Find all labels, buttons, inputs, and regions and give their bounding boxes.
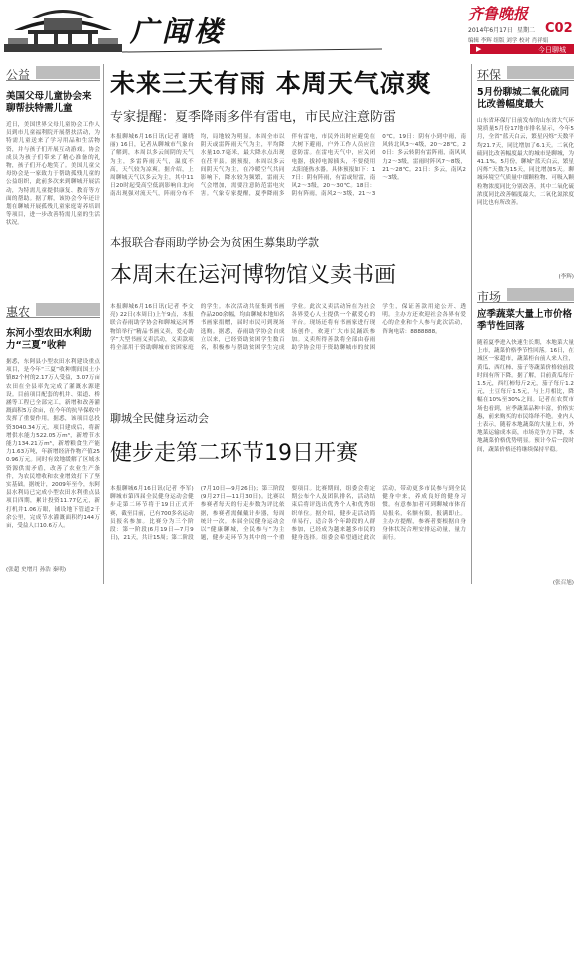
section-gray-bar [507, 288, 574, 301]
left-section-1 [6, 66, 100, 312]
header-underline [122, 48, 382, 54]
section-label-agri: 惠农 [6, 305, 31, 319]
section-gray-bar [36, 66, 100, 79]
article-weather-subhead: 专家提醒：夏季降雨多伴有雷电，市民应注意防雷 [110, 110, 397, 125]
section-gray-bar [36, 303, 100, 316]
left-headline-1: 美国父母儿童协会来聊帮扶特需儿童 [6, 91, 92, 114]
page-header [0, 0, 580, 56]
edition-label: 今日聊城 [538, 46, 566, 54]
right-body-2: 随着夏季进入快速生长期，本地菜大量上市，蔬菜价格季节性回落。16日，在城区一家超市，蔬菜柜台前人来人往，黄瓜、西红柿、茄子等蔬菜价格较前段时间有所下降。据了解，目前黄瓜每斤1.5元，西红柿每斤2元，茄子每斤1.2元，土豆每斤1.5元，与上月相比，降幅在10%至30%之间。记者在农贸市场也看到，应季蔬菜品种丰富，价格实惠，前来购买的市民络绎不绝。业内人士表示，随着本地蔬菜的大量上市，外地菜运输成本高，市场竞争力下降，本地蔬菜价格优势明显。预计今后一段时间，蔬菜价格还将继续保持平稳。 [477, 340, 574, 453]
left-body-1: 近日，美国世界父母儿童协会工作人员到市儿童福利院开展帮扶活动，为特需儿童送来了学习用品和生活物资，并与孩子们开展互动游戏。协会成员为孩子们带来了精心准备的礼物，孩子们开心地笑了。美国儿童父母协会是一家致力于帮助孤残儿童的公益组织，此前多次来到聊城开展活动，为特需儿童提供康复、教育等方面的帮助。据了解，该协会今年还计划在聊城开展孤残儿童家庭寄养培训等项目，进一步改善特需儿童的生活状况。 [6, 122, 100, 227]
article-charity-kicker: 本报联合春雨助学协会为贫困生募集助学款 [110, 236, 319, 249]
article-fitness-headline: 健步走第二环节19日开赛 [110, 441, 358, 466]
section-label-public-welfare: 公益 [6, 68, 31, 82]
page-number: C02 [545, 21, 573, 36]
edition-arrow-icon: ▶ [476, 45, 482, 53]
column-rule-left [103, 64, 104, 584]
article-weather [110, 64, 466, 217]
left-headline-2: 东河小型农田水利助力“三夏”收种 [6, 328, 92, 351]
right-section-1 [477, 66, 574, 281]
article-charity-body: 本报聊城6月16日讯(记者 李文亮) 22日(本周日)上午9点，本报联合春雨助学协会和聊城运河博物馆举行“精品书画义卖，爱心助学”大型书画义卖活动，义卖款项将全部用于资助聊城市贫困家庭的学生。本次活动共征集到书画作品200余幅，均由聊城本地知名书画家捐赠，届时市民可到现场选购。据悉，春雨助学协会自成立以来，已经资助贫困学生数百名，积极参与帮助贫困学生完成学业。此次义卖活动旨在为社会各界爱心人士提供一个献爱心的平台。现场还将有书画家进行现场创作，欢迎广大市民踊跃参加。义卖所得善款将全部由春雨助学协会用于资助聊城市的贫困学生，保证善款用途公开、透明。主办方还欢迎社会各界有爱心的企业和个人参与此次活动，咨询电话：8888888。 [110, 304, 466, 352]
left-section-2 [6, 303, 100, 574]
staff-credit: 编辑 李辉 组版 刘学 校对 肖祥娟 [468, 38, 549, 44]
article-charity-sale [110, 234, 466, 419]
paper-name: 齐鲁晚报 [468, 5, 529, 23]
section-label-market: 市场 [477, 290, 502, 304]
right-headline-1: 5月份聊城二氧化硫同比改善幅度最大 [477, 87, 570, 110]
article-weather-headline: 未来三天有雨 本周天气凉爽 [110, 69, 432, 98]
article-fitness-kicker: 聊城全民健身运动会 [110, 412, 209, 425]
section-title: 广闻楼 [130, 15, 227, 48]
right-body-1: 山东省环保厅日前发布的山东省大气环境质量5月份17地市排名显示，今年5月，全省“蓝天白云，繁星闪烁”天数平均21.7天，同比增加了6.1天。二氧化硫同比改善幅度最大的城市是聊城，为41.1%。5月份，聊城“蓝天白云，繁星闪烁”天数为15天，同比增加5天。聊城环境空气质量中细颗粒物、可吸入颗粒物浓度同比分别改善，其中二氧化硫浓度同比改善幅度最大，二氧化氮浓度同比也有所改善。 [477, 118, 574, 207]
section-gray-bar [507, 66, 574, 79]
right-headline-2: 应季蔬菜大量上市价格季节性回落 [477, 309, 573, 332]
right-byline-1: (李辉) [558, 274, 574, 280]
publish-date: 2014年6月17日 [468, 27, 513, 34]
edition-bar [470, 44, 574, 54]
article-fitness-body: 本报聊城6月16日讯(记者 李军) 聊城市第四届全民健身运动会健步走第二环节将于19日正式开赛，截至目前，已有700多名运动员报名参加。比赛分为三个阶段：第一阶段(6月19日—7月9日)，21天，共计15周；第二阶段(7月10日—9月26日)；第三阶段(9月27日—11月30日)。比赛以参赛者每天的行走步数为评比依据，参赛者需佩戴计步器，每周统计一次。本届全民健身运动会以“健康聊城，全民参与”为主题，健步走环节为其中的一个重要项目。比赛期间，组委会将定期公布个人及团队排名，活动结束后将评选出优秀个人和优秀组织单位。据介绍，健步走活动简单易行，适合各个年龄段的人群参加，已经成为越来越多市民的健身选择。组委会希望通过此次活动，带动更多市民参与到全民健身中来，养成良好的健身习惯。有意参加者可到聊城市体育局报名，名额有限，报满即止。主办方提醒，参赛者要根据自身身体状况合理安排运动量，量力而行。 [110, 486, 466, 542]
left-byline-2: (张超 史增月 孙浩 秦明) [6, 567, 67, 573]
pavilion-logo-icon [4, 2, 122, 52]
weekday: 星期二 [517, 27, 536, 34]
article-weather-body: 本报聊城6月16日讯(记者 谢晓丽) 16日，记者从聊城市气象台了解到，本周以多云间阴的天气为主，多雷阵雨天气，温度不高，天气较为凉爽。据介绍，上周聊城天气以多云为主，其中11日20时起受高空低涡影响自北向南出现强对流天气，阵雨分布不均，局地较为明显。本周全市以阴天或雷阵雨天气为主，平均降水量10.7毫米，最大降水点出现在茌平县。据预报，本周以多云间阴天气为主，在冷暖空气共同影响下，降水较为频繁，雷雨天气会增加，需要注意防范雷电灾害。气象专家提醒，夏季降雨多伴有雷电，市民外出时应避免在大树下避雨，户外工作人员应注意防雷。在雷电天气中，应关闭电器，拔掉电源插头，不要使用太阳能热水器。具体预报如下：17日：阴有阵雨，有雷或短雷，南风2～3级，20～30℃。18日：阴有阵雨，南风2～3级，21～30℃。19日：阴有小到中雨，南风转北风3～4级，20～28℃。20日：多云转阴有雷阵雨，南风风力2～3级，雷雨时阵风7～8级，21～28℃。21日：多云，南风2～3级。 [110, 134, 466, 198]
left-body-2: 据悉，东阿县小型农田水利建设重点项目，是今年“三夏”收种期间国土小镇82个村的2.17万人受益，3.07万亩农田在全县率先完成了灌溉水源建设。目前项目配套的机井、渠道、桥涵等工程已全部完工，新增和改善灌溉面积5万余亩，在今年的抗旱保收中发挥了重要作用。据悉，该项目总投资3040.34万元，项目建成后，将新增供水能力522.05万m³，新增节水能力134.21万m³，新增粮食生产能力1.63万吨，年新增经济作物产值250.96万元。同时有效地缓解了区域水资源供需矛盾，改善了农业生产条件，为农民增收和农业增效打下了坚实基础。据统计，2009年至今，东阿县水利局已完成小型农田水利重点县项目四期，累计投资11.77亿元，新打机井1.06万眼，铺设地下管道2千余公里，完成节水灌溉面积约144万亩，受益人口10.6万人。 [6, 359, 100, 530]
column-rule-right [471, 64, 472, 584]
right-section-2 [477, 288, 574, 587]
right-byline-2: (张召旭) [552, 580, 574, 586]
article-charity-headline: 本周末在运河博物馆义卖书画 [110, 263, 397, 288]
section-label-environment: 环保 [477, 68, 502, 82]
article-fitness-walk [110, 410, 466, 603]
